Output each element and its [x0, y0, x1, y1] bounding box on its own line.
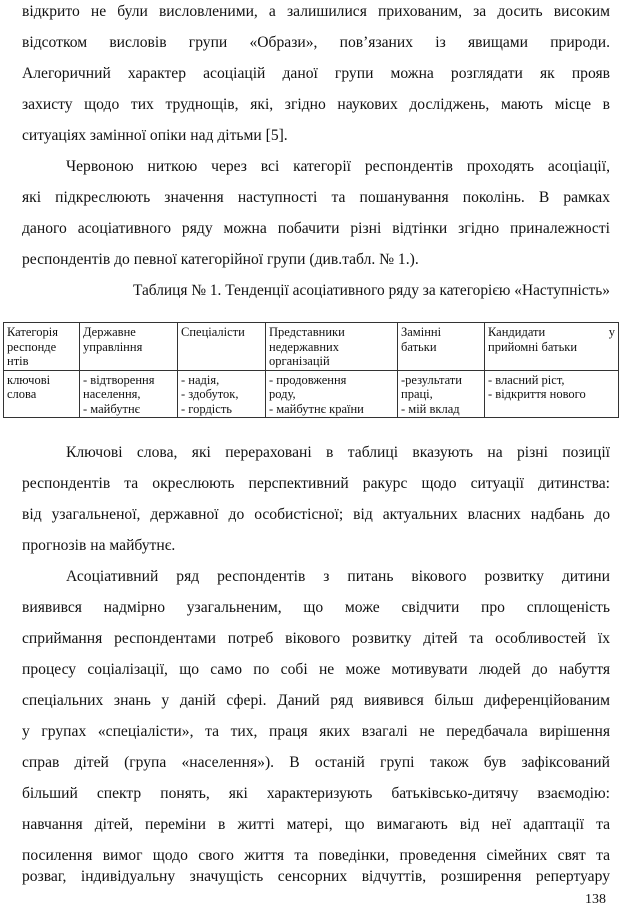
para4-line: виявився надмірно узагальненим, що може свідчити про сплощеність	[22, 599, 610, 616]
para4-line: у групах «спеціалісти», та тих, праця яких взагалі не передбачала вирішення	[22, 723, 610, 740]
para1-line: відкрито не були висловленими, а залишилися прихованим, за досить високим	[22, 3, 610, 20]
table-row	[4, 370, 619, 418]
page-number: 138	[585, 892, 606, 907]
header-cell-foster-parents: Замінні батьки	[398, 323, 485, 371]
para4-line: справ дітей (група «населення»). В останій групі також був зафіксований	[22, 754, 610, 771]
table-caption: Таблиця № 1. Тенденції асоціативного ряду за категорією «Наступність»	[132, 282, 610, 299]
para2-line: респондентів до певної категорійної групи (див.табл. № 1.).	[22, 251, 419, 268]
para4-line: більший спектр понять, які характеризують батьківсько-дитячу взаємодію:	[22, 785, 610, 802]
para3-line: респондентів та окреслюють перспективний ракурс щодо ситуації дитинства:	[22, 475, 610, 492]
row-cell-keywords: ключові слова	[4, 370, 80, 418]
para2-line: даного асоціативного ряду можна побачити різні відтінки згідно приналежності	[22, 220, 610, 237]
header-cell-category: Категорія респонде нтів	[4, 323, 80, 371]
para4-line: посилення вимог щодо свого життя та поведінки, проведення сімейних свят та	[22, 847, 610, 864]
row-cell-state: - відтворення населення, - майбутнє	[80, 370, 178, 418]
para3-line: від узагальненої, державної до особистісної; від актуальних власних надбань до	[22, 506, 610, 523]
para4-line: сприймання респондентами потреб вікового розвитку дітей та особливостей їх	[22, 630, 610, 647]
table-header-row	[4, 323, 619, 371]
para4-line: Асоціативний ряд респондентів з питань вікового розвитку дитини	[66, 568, 610, 585]
para3-line: прогнозів на майбутнє.	[22, 537, 176, 554]
para4-line: процесу соціалізації, що само по собі не може мотивувати людей до набуття	[22, 661, 610, 678]
para1-line: ситуаціях замінної опіки над дітьми [5].	[22, 127, 288, 144]
para1-line: Алегоричний характер асоціацій даної групи можна розглядати як прояв	[22, 65, 610, 82]
para4-line: спеціальних знань у даній сфері. Даний ряд виявився більш диференційованим	[22, 692, 610, 709]
para1-line: захисту щодо тих труднощів, які, згідно наукових досліджень, мають місце в	[22, 96, 610, 113]
row-cell-foster-parents: -результати праці, - мій вклад	[398, 370, 485, 418]
header-cell-specialists: Спеціалісти	[178, 323, 266, 371]
para2-line: які підкреслюють значення наступності та пошанування поколінь. В рамках	[22, 189, 610, 206]
header-cell-state: Державне управління	[80, 323, 178, 371]
row-cell-candidates: - власний ріст, - відкриття нового	[485, 370, 619, 418]
para1-line: відсотком висловів групи «Образи», пов’язаних із явищами природи.	[22, 34, 610, 51]
para4-line: розваг, індивідуальну значущість сенсорних відчуттів, розширення репертуару	[22, 868, 610, 885]
association-table	[3, 322, 619, 418]
para4-line: навчання дітей, переміни в житті матері, що вимагають від неї адаптації та	[22, 816, 610, 833]
para2-line: Червоною ниткою через всі категорії респондентів проходять асоціації,	[66, 158, 610, 175]
header-cell-candidates: Кандидати у прийомні батьки	[485, 323, 619, 371]
row-cell-ngo: - продовження роду, - майбутнє країни	[266, 370, 398, 418]
header-cell-ngo: Представники недержавних організацій	[266, 323, 398, 371]
para3-line: Ключові слова, які перераховані в таблиці вказують на різні позиції	[66, 444, 610, 461]
row-cell-specialists: - надія, - здобуток, - гордість	[178, 370, 266, 418]
